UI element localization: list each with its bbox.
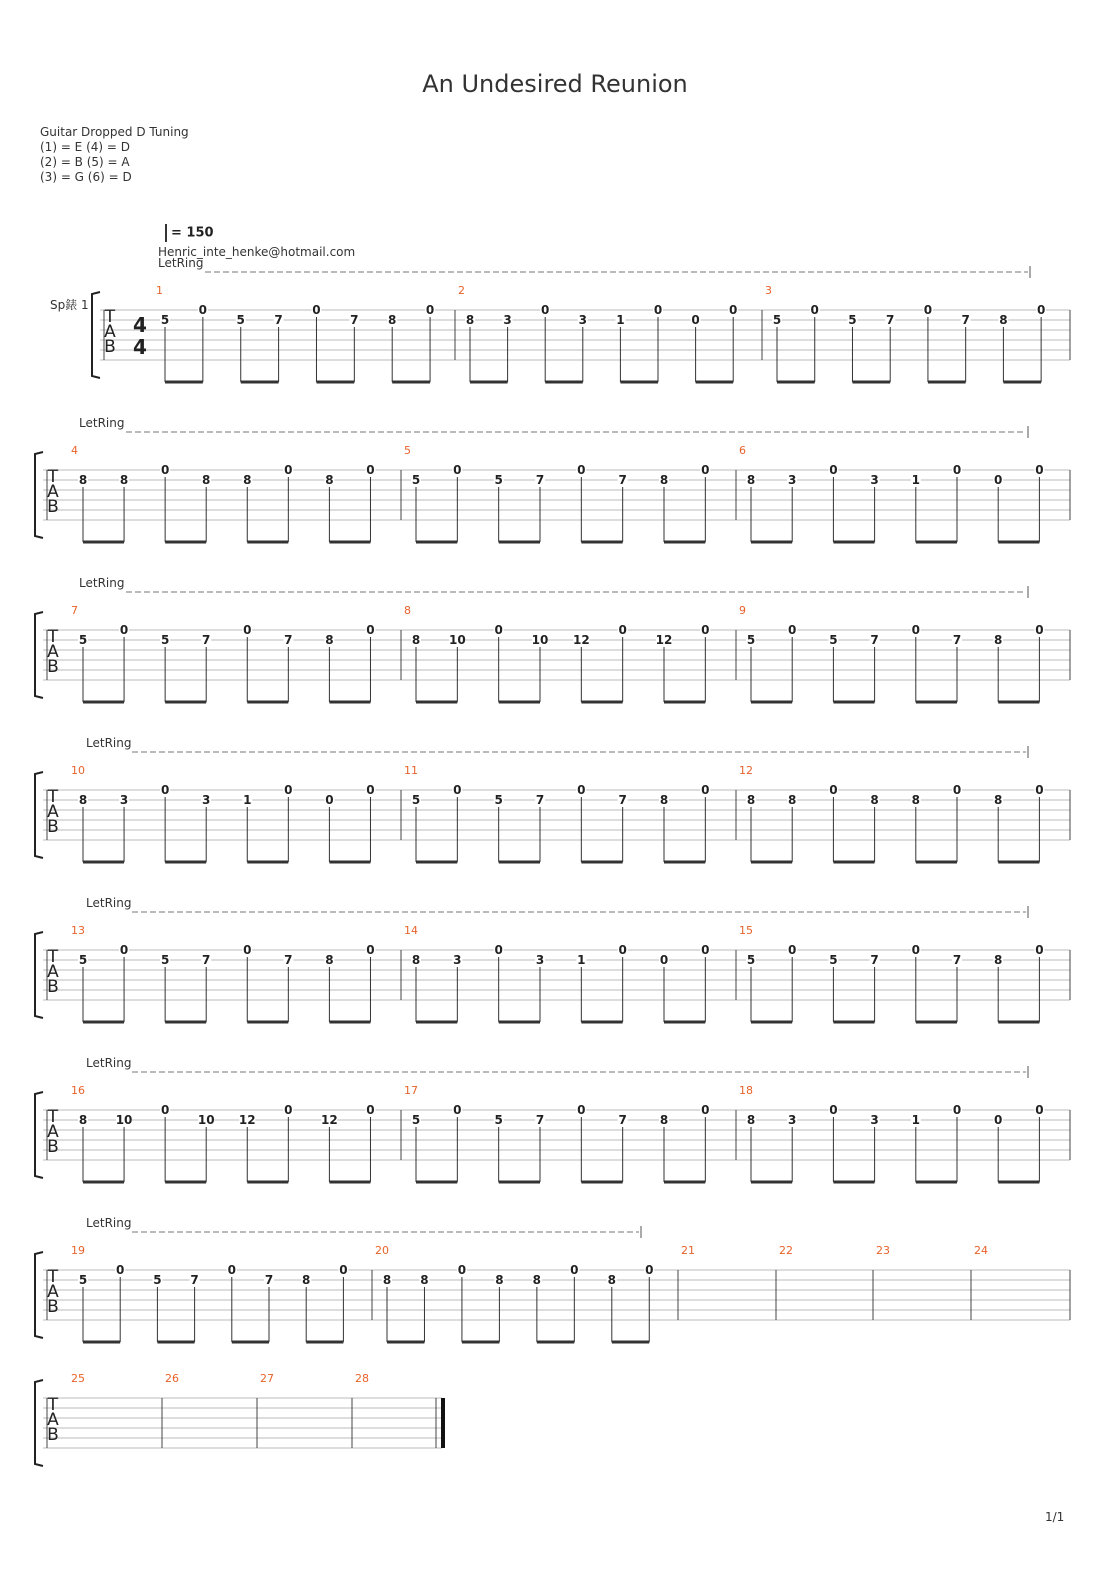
let-ring-label: LetRing <box>86 1216 132 1230</box>
track-label: Sp錶 1 <box>50 298 89 312</box>
measure-number: 11 <box>404 764 418 777</box>
fret-number: 7 <box>202 633 211 647</box>
tab-clef-letter: B <box>47 497 59 517</box>
tab-clef-letter: B <box>47 817 59 837</box>
fret-number: 0 <box>284 1103 293 1117</box>
measure-number: 10 <box>71 764 85 777</box>
measure-number: 15 <box>739 924 753 937</box>
tab-clef-letter: A <box>47 962 59 982</box>
fret-number: 0 <box>952 783 962 797</box>
song-title: An Undesired Reunion <box>422 70 688 98</box>
fret-number: 5 <box>746 953 756 967</box>
fret-number: 0 <box>788 943 797 957</box>
measure-number: 18 <box>739 1084 753 1097</box>
fret-number: 5 <box>411 473 421 487</box>
fret-number: 8 <box>325 633 334 647</box>
fret-number: 0 <box>577 1103 586 1117</box>
fret-number: 0 <box>810 303 819 317</box>
tab-clef-letter: A <box>47 1410 59 1430</box>
fret-number: 0 <box>701 943 710 957</box>
measure-number: 9 <box>739 604 746 617</box>
tab-clef-letter: A <box>47 1282 59 1302</box>
fret-number: 0 <box>453 463 462 477</box>
fret-number: 0 <box>284 783 293 797</box>
fret-number: 10 <box>115 1113 133 1127</box>
fret-number: 3 <box>870 473 879 487</box>
tab-clef-letter: A <box>47 642 59 662</box>
measure-number: 22 <box>779 1244 793 1257</box>
fret-number: 0 <box>453 1103 462 1117</box>
tab-clef-letter: B <box>104 337 116 357</box>
fret-number: 3 <box>119 793 129 807</box>
system-bracket <box>35 1092 43 1178</box>
fret-number: 0 <box>1035 623 1044 637</box>
fret-number: 5 <box>411 793 421 807</box>
fret-number: 7 <box>952 633 962 647</box>
tab-clef-letter: T <box>47 1107 59 1127</box>
system-bracket <box>35 452 43 538</box>
fret-number: 0 <box>160 783 170 797</box>
measure-number: 16 <box>71 1084 85 1097</box>
fret-number: 7 <box>870 633 879 647</box>
fret-number: 0 <box>618 943 627 957</box>
fret-number: 5 <box>78 633 88 647</box>
fret-number: 1 <box>243 793 252 807</box>
fret-number: 5 <box>160 313 170 327</box>
measure-number: 12 <box>739 764 753 777</box>
fret-number: 7 <box>202 953 211 967</box>
measure-number: 6 <box>739 444 746 457</box>
fret-number: 0 <box>453 783 462 797</box>
fret-number: 0 <box>577 783 586 797</box>
tab-clef-letter: T <box>47 467 59 487</box>
fret-number: 3 <box>453 953 462 967</box>
tab-clef-letter: A <box>47 482 59 502</box>
measure-number: 28 <box>355 1372 369 1385</box>
fret-number: 0 <box>366 1103 375 1117</box>
fret-number: 0 <box>243 943 252 957</box>
fret-number: 0 <box>425 303 435 317</box>
fret-number: 12 <box>238 1113 256 1127</box>
fret-number: 5 <box>160 953 170 967</box>
let-ring-label: LetRing <box>86 896 132 910</box>
measure-number: 25 <box>71 1372 85 1385</box>
fret-number: 5 <box>494 1113 503 1127</box>
fret-number: 5 <box>494 793 503 807</box>
tab-clef-letter: B <box>47 1297 59 1317</box>
fret-number: 7 <box>535 1113 545 1127</box>
tuning-line: (3) = G (6) = D <box>40 170 132 184</box>
measure-number: 27 <box>260 1372 274 1385</box>
let-ring-label: LetRing <box>86 736 132 750</box>
tab-clef-letter: T <box>47 1395 59 1415</box>
fret-number: 7 <box>535 473 545 487</box>
fret-number: 8 <box>411 633 421 647</box>
fret-number: 5 <box>78 1273 88 1287</box>
fret-number: 0 <box>1036 303 1046 317</box>
fret-number: 7 <box>618 1113 627 1127</box>
tab-clef-letter: A <box>104 322 116 342</box>
tempo-value: = 150 <box>171 225 214 241</box>
fret-number: 0 <box>691 313 700 327</box>
fret-number: 0 <box>659 953 669 967</box>
fret-number: 0 <box>911 623 920 637</box>
fret-number: 8 <box>659 793 669 807</box>
tuning-line: (1) = E (4) = D <box>40 140 130 154</box>
fret-number: 8 <box>325 473 334 487</box>
fret-number: 8 <box>532 1273 542 1287</box>
fret-number: 8 <box>746 1113 756 1127</box>
fret-number: 0 <box>366 623 375 637</box>
measure-number: 21 <box>681 1244 695 1257</box>
system-bracket <box>35 772 43 858</box>
fret-number: 8 <box>325 953 334 967</box>
fret-number: 0 <box>952 463 962 477</box>
measure-number: 13 <box>71 924 85 937</box>
fret-number: 8 <box>994 633 1003 647</box>
fret-number: 0 <box>577 463 586 477</box>
fret-number: 0 <box>494 623 503 637</box>
measure-number: 2 <box>458 284 465 297</box>
fret-number: 8 <box>202 473 211 487</box>
let-ring-label: LetRing <box>79 576 125 590</box>
fret-number: 0 <box>570 1263 579 1277</box>
fret-number: 0 <box>284 463 293 477</box>
fret-number: 0 <box>119 623 129 637</box>
fret-number: 7 <box>190 1273 199 1287</box>
fret-number: 7 <box>961 313 970 327</box>
fret-number: 8 <box>870 793 879 807</box>
system-bracket <box>35 1380 43 1466</box>
tab-clef-letter: A <box>47 1122 59 1142</box>
fret-number: 0 <box>829 463 838 477</box>
fret-number: 7 <box>535 793 545 807</box>
fret-number: 5 <box>160 633 170 647</box>
measure-number: 24 <box>974 1244 988 1257</box>
fret-number: 0 <box>618 623 627 637</box>
system-bracket <box>35 932 43 1018</box>
fret-number: 0 <box>227 1263 236 1277</box>
fret-number: 5 <box>848 313 857 327</box>
fret-number: 0 <box>366 943 375 957</box>
fret-number: 8 <box>388 313 397 327</box>
tab-clef-letter: T <box>47 627 59 647</box>
measure-number: 20 <box>375 1244 389 1257</box>
author-email: Henric_inte_henke@hotmail.com <box>158 245 356 259</box>
fret-number: 0 <box>160 463 170 477</box>
measure-number: 26 <box>165 1372 179 1385</box>
fret-number: 5 <box>153 1273 162 1287</box>
fret-number: 10 <box>531 633 549 647</box>
fret-number: 8 <box>411 953 421 967</box>
fret-number: 0 <box>366 463 375 477</box>
fret-number: 10 <box>448 633 466 647</box>
fret-number: 8 <box>78 793 88 807</box>
fret-number: 8 <box>78 473 88 487</box>
fret-number: 5 <box>829 633 838 647</box>
fret-number: 8 <box>420 1273 429 1287</box>
fret-number: 7 <box>350 313 359 327</box>
page-number: 1/1 <box>1045 1510 1065 1524</box>
fret-number: 0 <box>701 623 710 637</box>
fret-number: 0 <box>325 793 334 807</box>
tuning-line: (2) = B (5) = A <box>40 155 130 169</box>
fret-number: 0 <box>366 783 375 797</box>
fret-number: 8 <box>911 793 920 807</box>
fret-number: 0 <box>829 783 838 797</box>
fret-number: 0 <box>457 1263 467 1277</box>
fret-number: 3 <box>503 313 512 327</box>
fret-number: 8 <box>607 1273 616 1287</box>
fret-number: 1 <box>577 953 586 967</box>
measure-number: 7 <box>71 604 78 617</box>
fret-number: 0 <box>994 473 1003 487</box>
fret-number: 7 <box>264 1273 274 1287</box>
fret-number: 0 <box>494 943 503 957</box>
measure-number: 14 <box>404 924 418 937</box>
measure-number: 1 <box>156 284 163 297</box>
let-ring-label: LetRing <box>79 416 125 430</box>
measure-number: 19 <box>71 1244 85 1257</box>
fret-number: 0 <box>923 303 933 317</box>
fret-number: 5 <box>829 953 838 967</box>
fret-number: 0 <box>119 943 129 957</box>
fret-number: 7 <box>618 793 627 807</box>
fret-number: 0 <box>198 303 208 317</box>
fret-number: 5 <box>494 473 503 487</box>
fret-number: 3 <box>788 1113 797 1127</box>
fret-number: 3 <box>870 1113 879 1127</box>
tab-clef-letter: B <box>47 1137 59 1157</box>
measure-number: 8 <box>404 604 411 617</box>
fret-number: 7 <box>618 473 627 487</box>
fret-number: 7 <box>284 953 293 967</box>
fret-number: 0 <box>788 623 797 637</box>
measure-number: 3 <box>765 284 772 297</box>
tab-clef-letter: T <box>104 307 116 327</box>
fret-number: 8 <box>465 313 475 327</box>
fret-number: 5 <box>236 313 245 327</box>
tab-clef-letter: T <box>47 787 59 807</box>
fret-number: 0 <box>952 1103 962 1117</box>
fret-number: 8 <box>994 953 1003 967</box>
fret-number: 8 <box>382 1273 392 1287</box>
tab-clef-letter: T <box>47 947 59 967</box>
fret-number: 12 <box>655 633 673 647</box>
fret-number: 0 <box>701 783 710 797</box>
time-signature-bottom: 4 <box>133 335 147 359</box>
time-signature-top: 4 <box>133 313 147 337</box>
fret-number: 3 <box>578 313 587 327</box>
tab-clef-letter: B <box>47 657 59 677</box>
fret-number: 7 <box>952 953 962 967</box>
fret-number: 8 <box>78 1113 88 1127</box>
fret-number: 8 <box>994 793 1003 807</box>
fret-number: 3 <box>788 473 797 487</box>
fret-number: 0 <box>160 1103 170 1117</box>
fret-number: 10 <box>197 1113 215 1127</box>
measure-number: 4 <box>71 444 78 457</box>
fret-number: 8 <box>659 1113 669 1127</box>
system-bracket <box>35 612 43 698</box>
measure-number: 17 <box>404 1084 418 1097</box>
fret-number: 0 <box>541 303 550 317</box>
fret-number: 7 <box>274 313 283 327</box>
fret-number: 0 <box>1035 943 1044 957</box>
fret-number: 1 <box>616 313 625 327</box>
fret-number: 8 <box>746 473 756 487</box>
fret-number: 12 <box>572 633 590 647</box>
tuning-name: Guitar Dropped D Tuning <box>40 125 189 139</box>
fret-number: 0 <box>1035 463 1044 477</box>
fret-number: 3 <box>202 793 211 807</box>
fret-number: 7 <box>886 313 895 327</box>
fret-number: 0 <box>1035 1103 1044 1117</box>
fret-number: 8 <box>788 793 797 807</box>
fret-number: 5 <box>746 633 756 647</box>
fret-number: 0 <box>653 303 663 317</box>
fret-number: 12 <box>321 1113 338 1127</box>
fret-number: 8 <box>495 1273 504 1287</box>
fret-number: 0 <box>243 623 252 637</box>
measure-number: 5 <box>404 444 411 457</box>
fret-number: 7 <box>284 633 293 647</box>
system-bracket <box>92 292 100 378</box>
fret-number: 8 <box>243 473 252 487</box>
tab-clef-letter: B <box>47 977 59 997</box>
fret-number: 3 <box>535 953 545 967</box>
fret-number: 0 <box>339 1263 348 1277</box>
fret-number: 0 <box>116 1263 125 1277</box>
let-ring-label: LetRing <box>158 256 204 270</box>
fret-number: 7 <box>870 953 879 967</box>
fret-number: 0 <box>701 1103 710 1117</box>
fret-number: 1 <box>911 1113 920 1127</box>
tab-clef-letter: B <box>47 1425 59 1445</box>
fret-number: 0 <box>645 1263 654 1277</box>
fret-number: 0 <box>312 303 321 317</box>
fret-number: 0 <box>994 1113 1003 1127</box>
tab-clef-letter: A <box>47 802 59 822</box>
fret-number: 0 <box>911 943 920 957</box>
fret-number: 0 <box>701 463 710 477</box>
tab-clef-letter: T <box>47 1267 59 1287</box>
fret-number: 8 <box>659 473 669 487</box>
fret-number: 0 <box>1035 783 1044 797</box>
fret-number: 8 <box>119 473 129 487</box>
let-ring-label: LetRing <box>86 1056 132 1070</box>
system-bracket <box>35 1252 43 1338</box>
fret-number: 8 <box>302 1273 311 1287</box>
fret-number: 8 <box>999 313 1008 327</box>
fret-number: 0 <box>829 1103 838 1117</box>
fret-number: 1 <box>911 473 920 487</box>
fret-number: 0 <box>729 303 738 317</box>
measure-number: 23 <box>876 1244 890 1257</box>
fret-number: 5 <box>772 313 782 327</box>
fret-number: 5 <box>411 1113 421 1127</box>
fret-number: 5 <box>78 953 88 967</box>
fret-number: 8 <box>746 793 756 807</box>
